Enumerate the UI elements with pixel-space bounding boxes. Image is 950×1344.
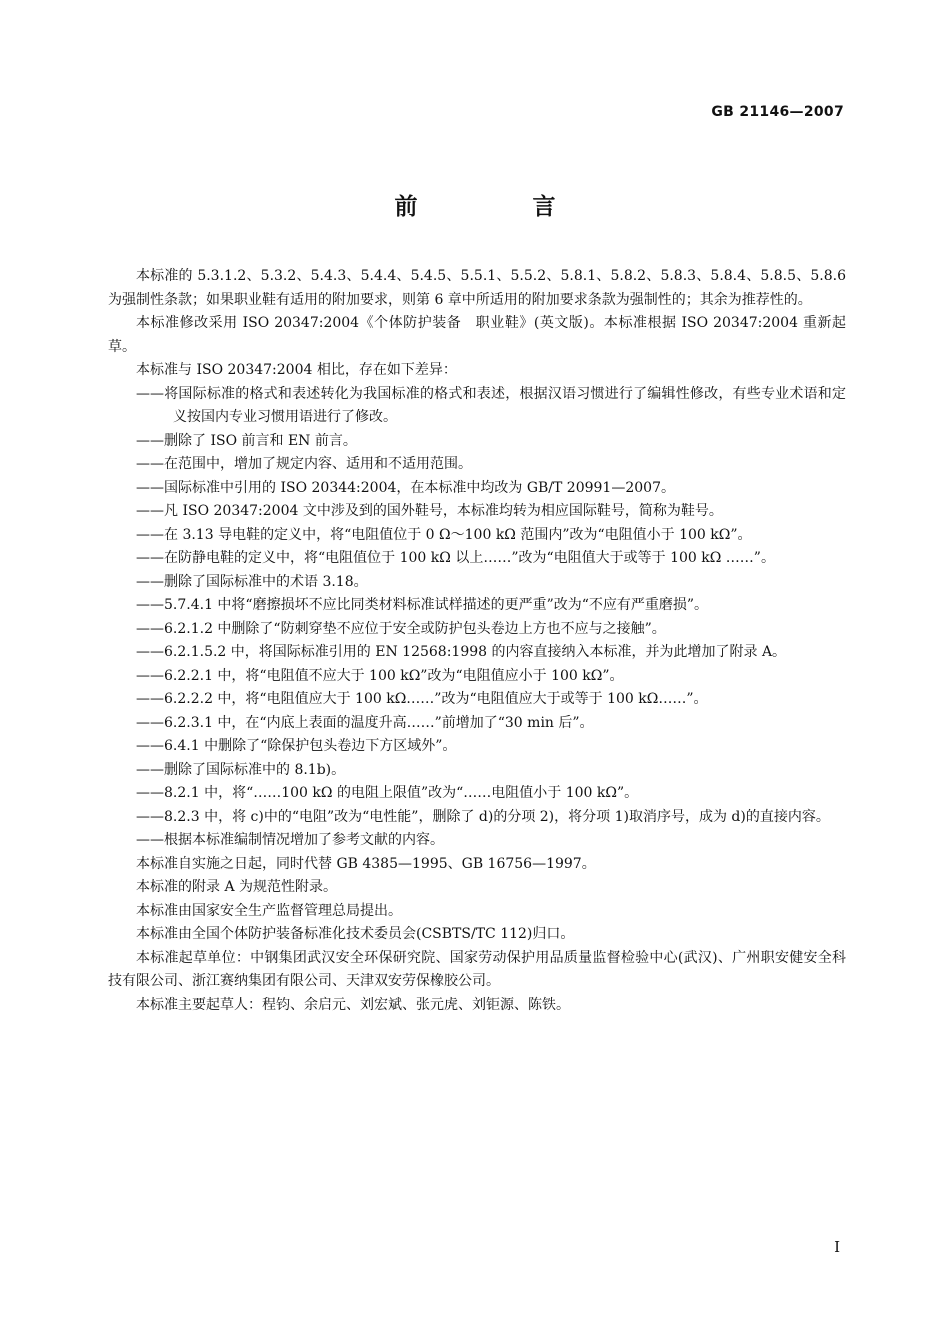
paragraph-drafting-units: 本标准起草单位：中钢集团武汉安全环保研究院、国家劳动保护用品质量监督检验中心(武汉)、广州职安健安全科技有限公司、浙江赛纳集团有限公司、天津双安劳保橡胶公司。 (108, 949, 846, 989)
list-item: ——将国际标准的格式和表述转化为我国标准的格式和表述，根据汉语习惯进行了编辑性修改，有些专业术语和定义按国内专业习惯用语进行了修改。 (136, 385, 846, 425)
list-item: ——6.2.1.5.2 中，将国际标准引用的 EN 12568:1998 的内容直接纳入本标准，并为此增加了附录 A。 (136, 644, 787, 660)
list-item: ——删除了国际标准中的 8.1b)。 (136, 761, 346, 778)
standard-code: GB 21146—2007 (711, 104, 844, 120)
page-title: 前 言 (394, 194, 602, 220)
page-number: I (834, 1238, 840, 1256)
foreword-body (108, 265, 846, 1017)
list-item: ——在 3.13 导电鞋的定义中，将“电阻值位于 0 Ω～100 kΩ 范围内”改为“电阻值小于 100 kΩ”。 (136, 526, 752, 543)
list-item: ——根据本标准编制情况增加了参考文献的内容。 (136, 832, 444, 848)
list-item: ——6.4.1 中删除了“除保护包头卷边下方区域外”。 (136, 738, 457, 754)
list-item: ——6.2.2.2 中，将“电阻值应大于 100 kΩ……”改为“电阻值应大于或等于 100 kΩ……”。 (136, 691, 708, 707)
paragraph-mandatory-clauses: 本标准的 5.3.1.2、5.3.2、5.4.3、5.4.4、5.4.5、5.5.1、5.5.2、5.8.1、5.8.2、5.8.3、5.8.4、5.8.5、5.8.6 为强制性条款；如果职业鞋有适用的附加要求，则第 6 章中所适用的附加要求条款为强制性的；其余为推荐性的。 (108, 268, 846, 308)
list-item: ——删除了国际标准中的术语 3.18。 (136, 573, 368, 590)
paragraph-annex: 本标准的附录 A 为规范性附录。 (136, 879, 338, 895)
paragraph-committee: 本标准由全国个体防护装备标准化技术委员会(CSBTS/TC 112)归口。 (136, 926, 575, 942)
list-item: ——5.7.4.1 中将“磨擦损坏不应比同类材料标准试样描述的更严重”改为“不应有严重磨损”。 (136, 597, 709, 613)
paragraph-proposer: 本标准由国家安全生产监督管理总局提出。 (136, 902, 402, 919)
list-item: ——删除了 ISO 前言和 EN 前言。 (136, 432, 357, 449)
list-item: ——6.2.1.2 中删除了“防刺穿垫不应位于安全或防护包头卷边上方也不应与之接触”。 (136, 620, 666, 637)
list-item: ——8.2.1 中，将“……100 kΩ 的电阻上限值”改为“……电阻值小于 100 kΩ”。 (136, 785, 639, 801)
paragraph-adoption: 本标准修改采用 ISO 20347:2004《个体防护装备 职业鞋》(英文版)。本标准根据 ISO 20347:2004 重新起草。 (108, 315, 846, 355)
paragraph-differences-intro: 本标准与 ISO 20347:2004 相比，存在如下差异： (136, 362, 457, 378)
list-item: ——6.2.3.1 中，在“内底上表面的温度升高……”前增加了“30 min 后”。 (136, 714, 594, 731)
list-item: ——8.2.3 中，将 c)中的“电阻”改为“电性能”，删除了 d)的分项 2)，将分项 1)取消序号，成为 d)的直接内容。 (136, 808, 830, 825)
list-item: ——凡 ISO 20347:2004 文中涉及到的国外鞋号，本标准均转为相应国际鞋号，简称为鞋号。 (136, 503, 723, 519)
list-item: ——在防静电鞋的定义中，将“电阻值位于 100 kΩ 以上……”改为“电阻值大于或等于 100 kΩ ……”。 (136, 550, 775, 566)
paragraph-supersedes: 本标准自实施之日起，同时代替 GB 4385—1995、GB 16756—1997。 (136, 855, 596, 872)
list-item: ——6.2.2.1 中，将“电阻值不应大于 100 kΩ”改为“电阻值应小于 100 kΩ”。 (136, 667, 624, 684)
paragraph-drafters: 本标准主要起草人：程钧、余启元、刘宏斌、张元虎、刘钜源、陈铁。 (136, 996, 570, 1013)
list-item: ——国际标准中引用的 ISO 20344:2004，在本标准中均改为 GB/T 20991—2007。 (136, 479, 675, 496)
list-item: ——在范围中，增加了规定内容、适用和不适用范围。 (136, 456, 472, 472)
